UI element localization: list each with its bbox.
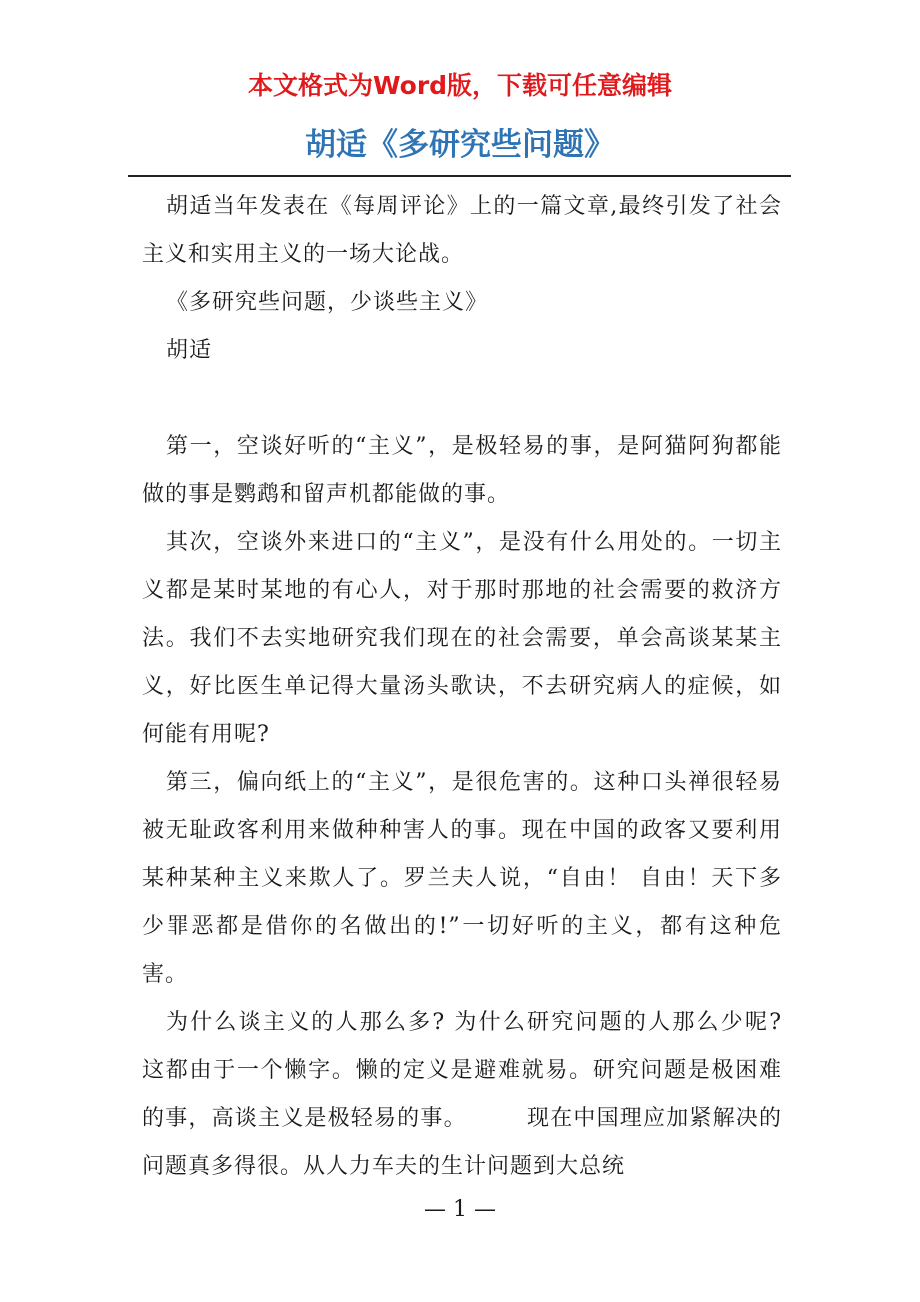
paragraph-first-point: 第一，空谈好听的“主义”，是极轻易的事，是阿猫阿狗都能做的事是鹦鹉和留声机都能做的事。 [142, 434, 782, 507]
document-title: 胡适《多研究些问题》 [305, 127, 615, 163]
blank-line [142, 375, 782, 423]
paragraph-third-point: 第三，偏向纸上的“主义”，是很危害的。这种口头禅很轻易被无耻政客利用来做种种害人的事。现在中国的政客又要利用某种某种主义来欺人了。罗兰夫人说，“自由！ 自由！天下多少罪恶都是借你的名做出的!”一切好听的主义，都有这种危害。 [142, 770, 782, 987]
paragraph-intro: 胡适当年发表在《每周评论》上的一篇文章,最终引发了社会主义和实用主义的一场大论战。 [142, 194, 782, 267]
paragraph-second-point: 其次，空谈外来进口的“主义”，是没有什么用处的。一切主义都是某时某地的有心人，对于那时那地的社会需要的救济方法。我们不去实地研究我们现在的社会需要，单会高谈某某主义，好比医生单记得大量汤头歌诀，不去研究病人的症候，如何能有用呢? [142, 530, 782, 747]
paragraph-author: 胡适 [166, 338, 213, 363]
document-body [142, 183, 782, 1191]
title-divider [128, 175, 791, 177]
paragraph-laziness [142, 999, 782, 1191]
format-banner: 本文格式为Word版，下载可任意编辑 [247, 71, 673, 100]
page-number: — 1 — [424, 1197, 496, 1222]
paragraph-laziness-text: 为什么谈主义的人那么多? 为什么研究问题的人那么少呢? 这都由于一个懒字。懒的定义是避难就易。研究问题是极困难的事，高谈主义是极轻易的事。 [142, 1010, 782, 1131]
paragraph-article-title: 《多研究些问题，少谈些主义》 [166, 290, 489, 315]
paragraph-problems-text: 现在中国理应加紧解决的问题真多得很。从人力车夫的生计问题到大总统 [142, 1106, 782, 1179]
